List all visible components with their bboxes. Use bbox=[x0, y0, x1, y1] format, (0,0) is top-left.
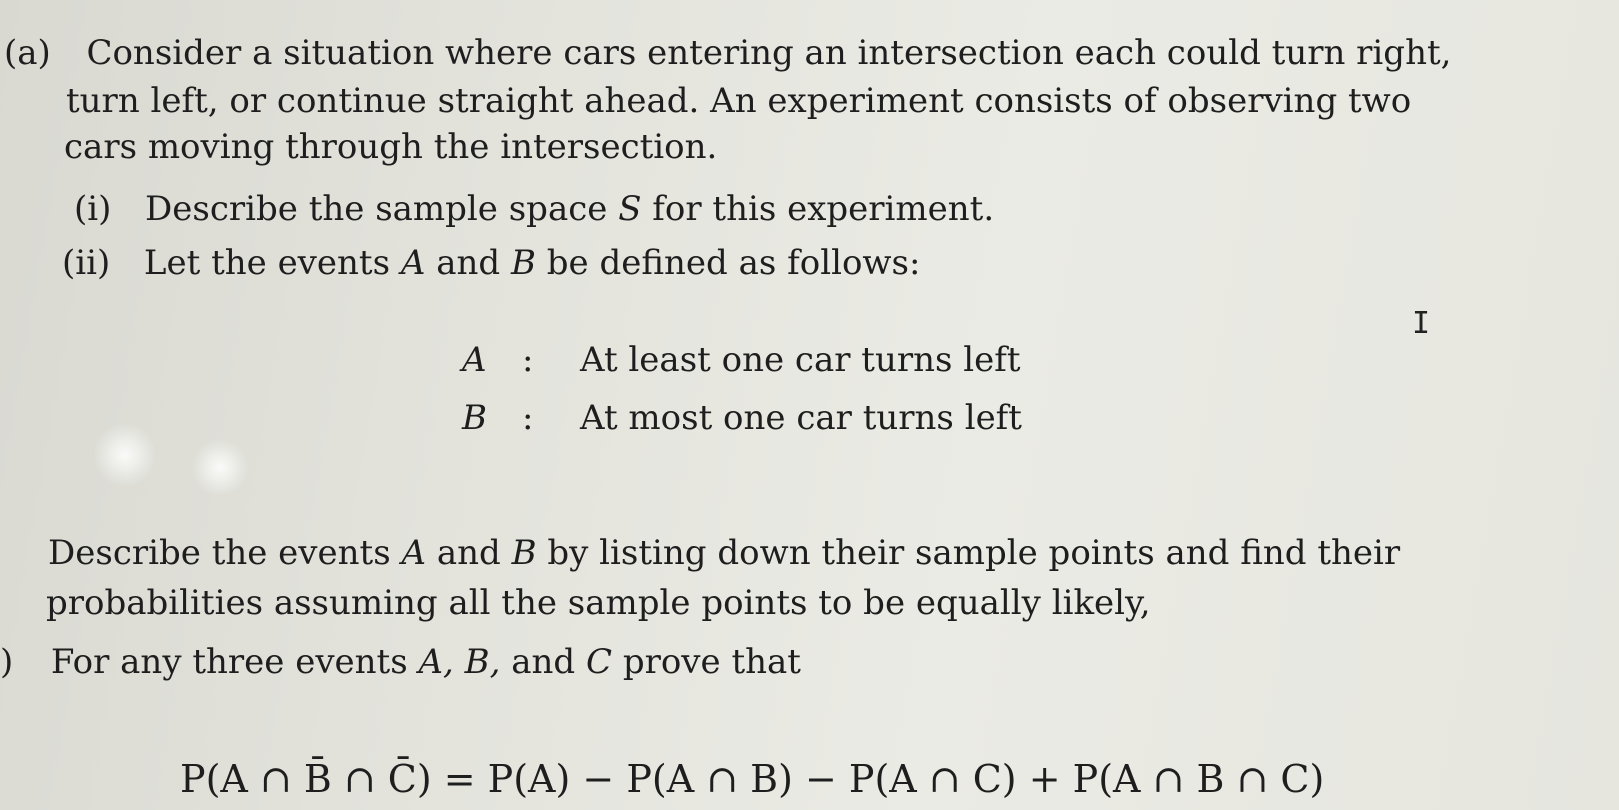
part-a-intro-line-1: Consider a situation where cars entering an intersection each could turn right, bbox=[86, 33, 1452, 73]
describe-line-2-text: probabilities assuming all the sample points to be equally likely, bbox=[46, 583, 1151, 623]
describe-var-b: B bbox=[511, 533, 537, 573]
definition-text-a: At least one car turns left bbox=[580, 340, 1021, 380]
definition-event-b: B bbox=[462, 398, 487, 438]
part-a-label: (a) bbox=[4, 33, 51, 73]
sub-question-ii bbox=[62, 243, 921, 283]
definition-event-a: A bbox=[462, 340, 487, 380]
text-cursor-icon: I bbox=[1412, 306, 1431, 341]
sub-ii-var-b: B bbox=[510, 243, 536, 283]
describe-var-a: A bbox=[401, 533, 427, 573]
definition-colon-b: : bbox=[522, 398, 534, 438]
part-b-text-post: prove that bbox=[612, 642, 801, 682]
describe-line-1 bbox=[48, 533, 1401, 573]
part-a-line-3 bbox=[64, 127, 718, 167]
part-a-line-2 bbox=[66, 81, 1412, 121]
part-b-line bbox=[0, 642, 801, 682]
sub-ii-label: (ii) bbox=[62, 243, 111, 283]
part-a-intro-line-3: cars moving through the intersection. bbox=[64, 127, 718, 167]
sub-ii-text-post: be defined as follows: bbox=[535, 243, 921, 283]
definition-colon-a: : bbox=[522, 340, 534, 380]
describe-line-2 bbox=[46, 583, 1151, 623]
sub-ii-and: and bbox=[425, 243, 511, 283]
describe-post: by listing down their sample points and find their bbox=[536, 533, 1401, 573]
part-b-label: ) bbox=[0, 642, 14, 682]
light-glare bbox=[95, 420, 155, 490]
part-b-text-and: and bbox=[500, 642, 586, 682]
definition-text-b: At most one car turns left bbox=[580, 398, 1022, 438]
part-a-intro-line-2: turn left, or continue straight ahead. An experiment consists of observing two bbox=[66, 81, 1412, 121]
sub-ii-var-a: A bbox=[400, 243, 426, 283]
probability-formula: P(A ∩ B̄ ∩ C̄) = P(A) − P(A ∩ B) − P(A ∩ C) + P(A ∩ B ∩ C) bbox=[180, 757, 1325, 801]
part-b-var-c: C bbox=[586, 642, 613, 682]
sub-question-i bbox=[74, 189, 995, 229]
light-glare bbox=[190, 440, 250, 495]
part-a-line-1 bbox=[4, 33, 1452, 73]
describe-pre: Describe the events bbox=[48, 533, 402, 573]
sub-i-var: S bbox=[618, 189, 642, 229]
sub-i-text-post: for this experiment. bbox=[641, 189, 995, 229]
describe-and: and bbox=[426, 533, 512, 573]
sub-i-text-pre: Describe the sample space bbox=[145, 189, 619, 229]
sub-ii-text-pre: Let the events bbox=[143, 243, 401, 283]
part-b-vars: A, B, bbox=[418, 642, 501, 682]
part-b-text-pre: For any three events bbox=[50, 642, 419, 682]
sub-i-label: (i) bbox=[74, 189, 112, 229]
